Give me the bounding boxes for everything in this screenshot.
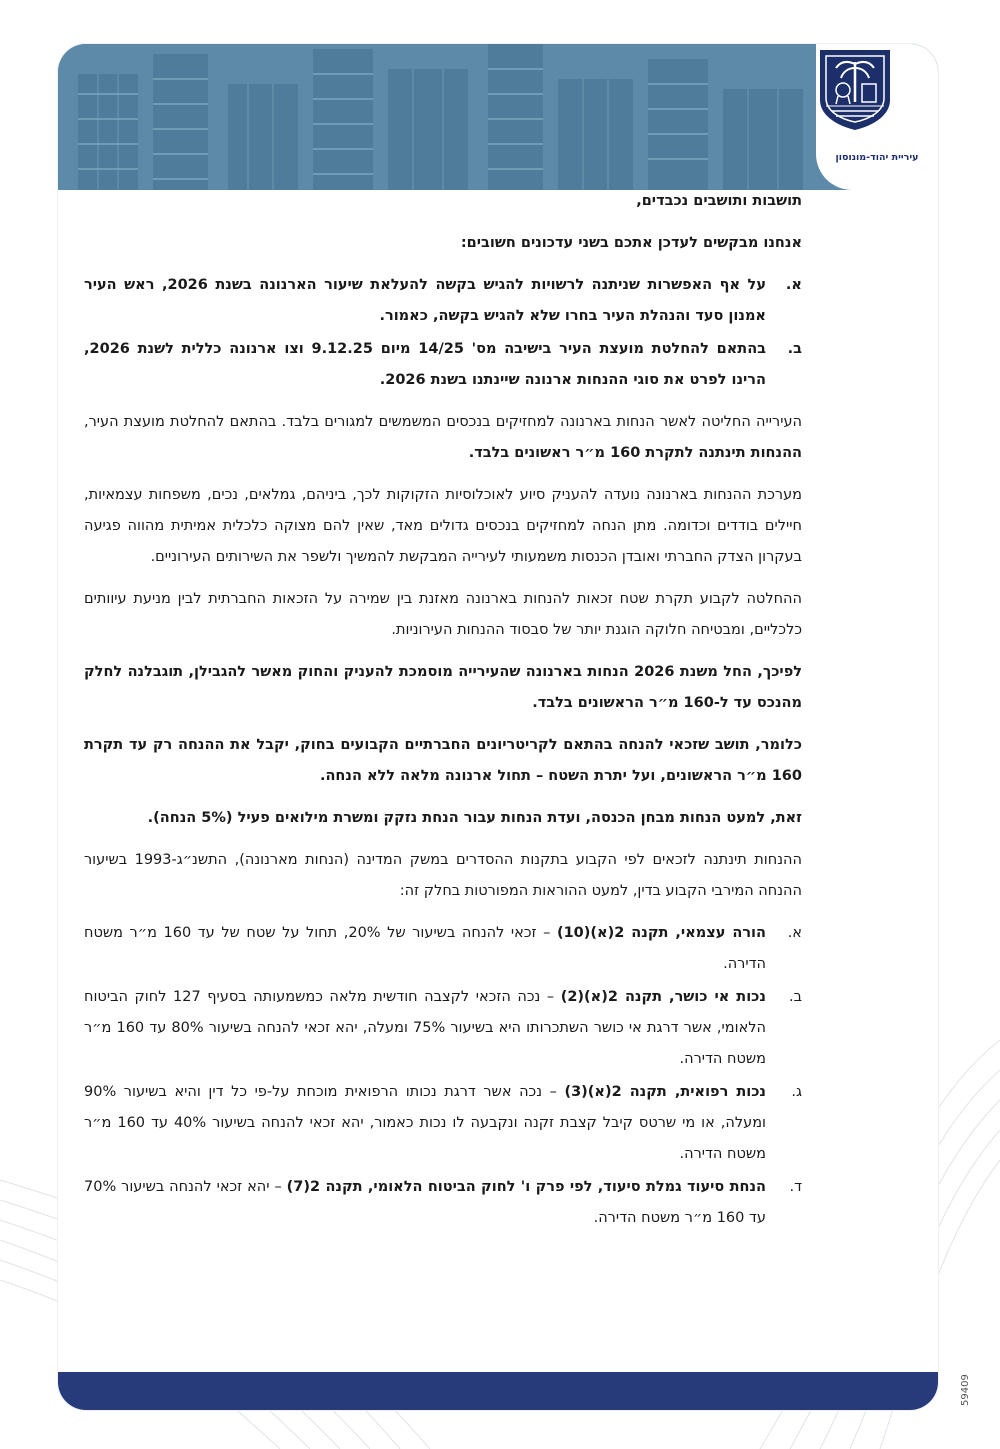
list-item-text: בהתאם להחלטת מועצת העיר בישיבה מס' 14/25 מיום 9.12.25 וצו ארנונה כללית לשנת 2026, הרינו לפרט את סוגי ההנחות ארנונה שיינתנו בשנת 2026. xyxy=(84,341,766,388)
intro-line: אנחנו מבקשים לעדכן אתכם בשני עדכונים חשובים: xyxy=(460,235,802,251)
discount-title: נכות אי כושר, תקנה 2(א)(2) xyxy=(560,989,766,1005)
discount-title: נכות רפואית, תקנה 2(א)(3) xyxy=(564,1084,766,1100)
list-item xyxy=(84,1077,802,1170)
list-item xyxy=(84,334,802,396)
discounts-list xyxy=(84,918,802,1234)
discount-description: – נכה אשר דרגת נכותו הרפואית מוכחת על-פי כל דין והיא בשיעור 90% ומעלה, או מי שרטס קיבל קצבת זקנה ונקבעה לו נכות כאמור, יהא זכאי להנחה בשיעור 40% עד 160 מ״ר משטח הדירה. xyxy=(84,1084,766,1162)
updates-list xyxy=(84,270,802,396)
header-banner xyxy=(58,44,938,190)
city-buildings-image xyxy=(58,44,938,190)
list-item xyxy=(84,918,802,980)
list-item-text xyxy=(84,1077,766,1170)
discount-description: – נכה הזכאי לקצבה חודשית מלאה כמשמעותה בסעיף 127 לחוק הביטוח הלאומי, אשר דרגת אי כושר השתכרותו היא בשיעור 75% ומעלה, יהא זכאי להנחה בשיעור 80% עד 160 מ״ר משטח הדירה. xyxy=(84,989,766,1067)
municipality-logo xyxy=(816,44,938,190)
list-marker: א. xyxy=(785,277,802,293)
discount-title: הנחת סיעוד גמלת סיעוד, לפי פרק ו' לחוק הביטוח הלאומי, תקנה 2(7) xyxy=(286,1179,767,1195)
list-marker: ד. xyxy=(789,1179,802,1195)
list-item xyxy=(84,270,802,332)
discount-description: – יהא זכאי להנחה בשיעור 70% עד 160 מ״ר משטח הדירה. xyxy=(84,1179,766,1226)
list-item-text xyxy=(84,918,766,980)
purpose-paragraph: מערכת ההנחות בארנונה נועדה להעניק סיוע לאוכלוסיות הזקוקות לכך, ביניהם, גמלאים, נכים, משפחות עצמאיות, חיילים בודדים וכדומה. מתן הנחה למחזיקים בנכסים גדולים מאד, שאין להם מצוקה כלכלית אמיתית מהווה פגיעה בעקרון הצדק החברתי ואובדן הכנסות משמעותי לעירייה המבקשת להמשיך ולשפר את השירותים העירוניים. xyxy=(84,487,802,565)
greeting: תושבות ותושבים נכבדים, xyxy=(636,193,802,209)
list-marker: ב. xyxy=(789,989,802,1005)
exceptions-paragraph: זאת, למעט הנחות מבחן הכנסה, ועדת הנחות עבור הנחת נזקק ומשרת מילואים פעיל (5% הנחה). xyxy=(147,810,802,826)
balance-paragraph: ההחלטה לקבוע תקרת שטח זכאות להנחות בארנונה מאזנת בין שמירה על הזכאות החברתית לבין מניעת עיוותים כלכליים, ומבטיחה חלוקה הוגנת יותר של סבסוד ההנחות העירוניות. xyxy=(84,591,802,638)
footer-bar xyxy=(58,1372,938,1410)
list-marker: ג. xyxy=(791,1084,802,1100)
decision-text: העירייה החליטה לאשר הנחות בארנונה למחזיקים בנכסים המשמשים למגורים בלבד. בהתאם להחלטת מועצת העיר, xyxy=(84,414,802,430)
list-item xyxy=(84,982,802,1075)
municipality-name: עיריית יהוד-מונוסון xyxy=(835,152,919,163)
discount-title: הורה עצמאי, תקנה 2(א)(10) xyxy=(556,925,766,941)
therefore-paragraph: לפיכך, החל משנת 2026 הנחות בארנונה שהעירייה מוסמכת להעניק והחוק מאשר להגבילן, תוגבלנה לחלק מהנכס עד ל-160 מ״ר הראשונים בלבד. xyxy=(84,664,803,711)
list-item-text: על אף האפשרות שניתנה לרשויות להגיש בקשה להעלאת שיעור הארנונה בשנת 2026, ראש העיר אמנון סעד והנהלת העיר בחרו שלא להגיש בקשה, כאמור. xyxy=(84,277,766,324)
list-item-text xyxy=(84,982,766,1075)
list-item xyxy=(84,1172,802,1234)
letter-body xyxy=(84,186,802,1245)
decision-paragraph xyxy=(84,407,802,469)
list-marker: א. xyxy=(787,925,802,941)
discount-description: – זכאי להנחה בשיעור של 20%, תחול על שטח של עד 160 מ״ר משטח הדירה. xyxy=(84,925,766,972)
decision-emphasis: ההנחות תינתנה לתקרת 160 מ״ר ראשונים בלבד. xyxy=(468,445,802,461)
document-code: 59409 xyxy=(960,1374,971,1406)
list-item-text xyxy=(84,1172,766,1234)
regulations-paragraph: ההנחות תינתנה לזכאים לפי הקבוע בתקנות ההסדרים במשק המדינה (הנחות מארנונה), התשנ״ג-1993 בשיעור ההנחה המירבי הקבוע בדין, למעט ההוראות המפורטות בחלק זה: xyxy=(84,852,802,899)
meaning-paragraph: כלומר, תושב שזכאי להנחה בהתאם לקריטריונים החברתיים הקבועים בחוק, יקבל את ההנחה רק עד תקרת 160 מ״ר הראשונים, ועל יתרת השטח – תחול ארנונה מלאה ללא הנחה. xyxy=(84,737,802,784)
municipality-emblem-icon xyxy=(816,44,894,132)
list-marker: ב. xyxy=(787,341,802,357)
